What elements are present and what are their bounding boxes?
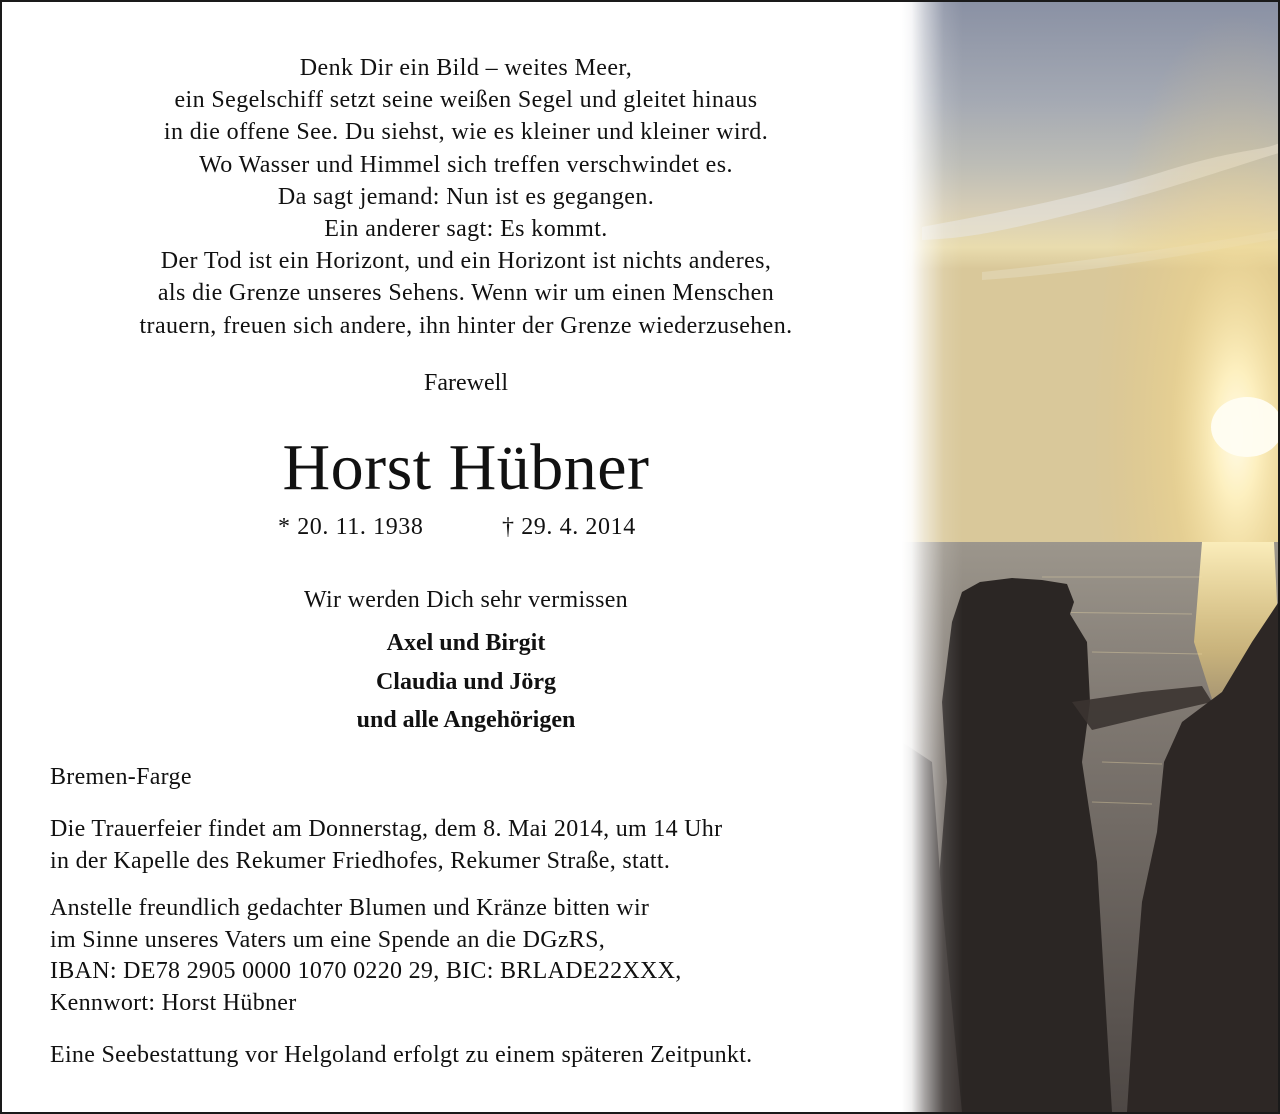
mourner-name: Axel und Birgit <box>386 630 546 656</box>
mourners-list <box>2 624 930 740</box>
donation-line: Anstelle freundlich gedachter Blumen und Kränze bitten wir <box>50 895 650 921</box>
poem <box>2 52 930 342</box>
donation-line: Kennwort: Horst Hübner <box>50 989 297 1016</box>
poem-line: in die offene See. Du siehst, wie es kleiner und kleiner wird. <box>163 119 769 146</box>
service-line: in der Kapelle des Rekumer Friedhofes, Rekumer Straße, statt. <box>50 847 671 874</box>
mourner-name: Claudia und Jörg <box>375 668 557 695</box>
poem-line: trauern, freuen sich andere, ihn hinter der Grenze wiederzusehen. <box>139 312 793 339</box>
place-of-residence: Bremen-Farge <box>50 764 192 790</box>
service-line: Die Trauerfeier findet am Donnerstag, dem 8. Mai 2014, um 14 Uhr <box>50 816 723 842</box>
deceased-name: Horst Hübner <box>282 431 650 504</box>
birth-date: * 20. 11. 1938 <box>278 514 424 540</box>
donation-line: IBAN: DE78 2905 0000 1070 0220 29, BIC: BRLADE22XXX, <box>50 958 682 985</box>
sunset-sea-photo <box>902 2 1280 1112</box>
donation-line: im Sinne unseres Vaters um eine Spende an die DGzRS, <box>50 926 606 953</box>
poem-line: als die Grenze unseres Sehens. Wenn wir um einen Menschen <box>157 280 775 307</box>
poem-line: ein Segelschiff setzt seine weißen Segel und gleitet hinaus <box>174 87 758 114</box>
poem-line: Der Tod ist ein Horizont, und ein Horizont ist nichts anderes, <box>160 248 772 275</box>
death-date: † 29. 4. 2014 <box>502 514 636 540</box>
poem-line: Ein anderer sagt: Es kommt. <box>324 216 608 243</box>
poem-line: Denk Dir ein Bild – weites Meer, <box>299 55 633 81</box>
farewell-label: Farewell <box>424 370 508 396</box>
poem-line: Da sagt jemand: Nun ist es gegangen. <box>277 183 655 210</box>
mourner-name: und alle Angehörigen <box>356 707 576 733</box>
donation-info <box>50 893 682 1019</box>
text-column <box>2 2 932 1112</box>
burial-info: Eine Seebestattung vor Helgoland erfolgt zu einem späteren Zeitpunkt. <box>50 1042 753 1068</box>
edge-fade <box>902 2 1280 1112</box>
funeral-service-info <box>50 814 722 877</box>
mourners-intro: Wir werden Dich sehr vermissen <box>304 587 628 613</box>
poem-line: Wo Wasser und Himmel sich treffen verschwindet es. <box>199 151 733 178</box>
